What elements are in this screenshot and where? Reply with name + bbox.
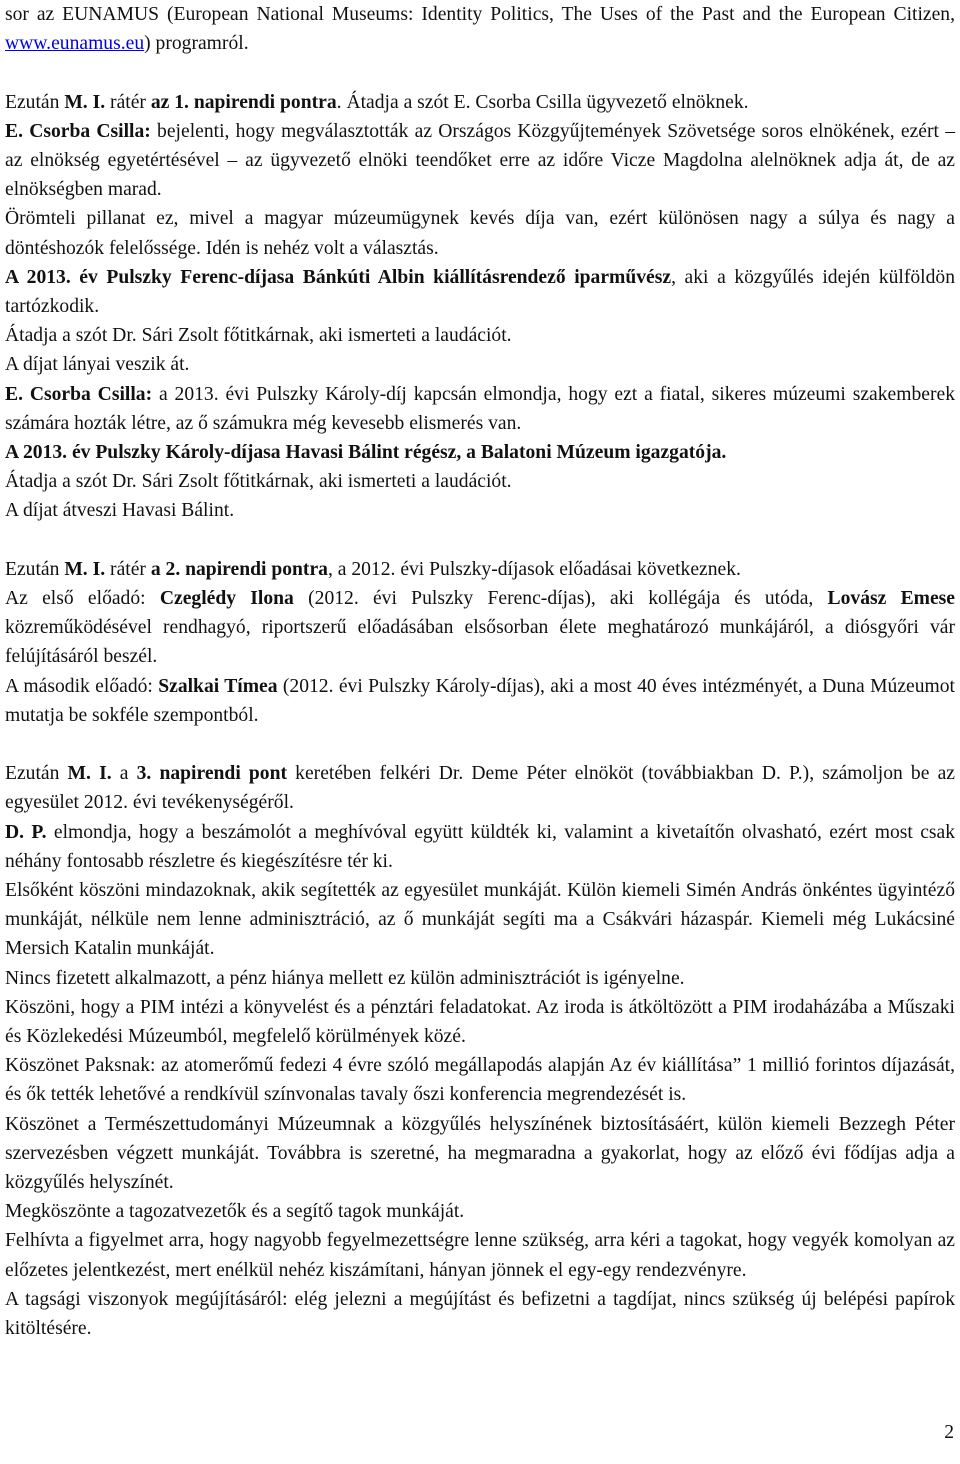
text-run: Örömteli pillanat ez, mivel a magyar múzeumügynek kevés díja van, ezért különösen nagy a súlya és nagy a döntéshozók felelőssége. Idén is nehéz volt a választás. [5, 208, 955, 259]
text-run: Köszöni, hogy a PIM intézi a könyvelést és a pénztári feladatokat. Az iroda is átköltözött a PIM irodaházába a Műszaki és Közlekedési Múzeumból, megfelelő körülmények közé. [5, 996, 955, 1048]
paragraph-ferenc-award [5, 263, 955, 321]
text-run: sor az EUNAMUS (European National Museums: Identity Politics, The Uses of the Past and the European Citizen, [5, 4, 955, 25]
paragraph-spacer [5, 58, 955, 87]
paragraph-no-staff [5, 964, 955, 993]
bold-text: D. P. [5, 821, 47, 843]
text-run: közreműködésével rendhagyó, riportszerű előadásában elsősorban élete meghatározó munkájáról, a diósgyőri vár felújításáról beszél. [5, 617, 955, 668]
text-run: a 2013. évi Pulszky Károly-díj kapcsán elmondja, hogy ezt a fiatal, sikeres múzeumi szakemberek számára hozták létre, az ő számukra még kevesebb elismerés van. [5, 383, 955, 434]
paragraph-membership [5, 1285, 955, 1343]
text-run: (2012. évi Pulszky Károly-díjas), aki a most 40 éves intézményét, a Duna Múzeumot mutatja be sokféle szempontból. [5, 675, 955, 726]
paragraph-daughters [5, 350, 955, 379]
text-run: , aki a közgyűlés idején külföldön tartózkodik. [5, 266, 956, 318]
paragraph-speaker-1 [5, 584, 955, 672]
text-run: Köszönet a Természettudományi Múzeumnak a közgyűlés helyszínének biztosításáért, külön kiemeli Bezzegh Péter szervezésben végzett munkáját. Továbbra is szeretné, ha megmaradna a gyakorlat, hogy az előző évi fődíjas adja a közgyűlés helyszínét. [5, 1113, 955, 1194]
paragraph-paks [5, 1051, 955, 1109]
paragraph-csorba-1 [5, 117, 955, 205]
paragraph-sari-1 [5, 321, 955, 350]
bold-text: M. I. [64, 91, 106, 113]
bold-text: Szalkai Tímea [158, 675, 278, 697]
text-run: , a 2012. évi Pulszky-díjasok előadásai következnek. [327, 558, 741, 580]
text-run: Átadja a szót Dr. Sári Zsolt főtitkárnak, aki ismerteti a laudációt. [5, 325, 512, 347]
text-run: A második előadó: [5, 675, 159, 697]
bold-text: az 1. napirendi pontra [150, 91, 337, 113]
paragraph-pim [5, 993, 955, 1051]
text-run: Elsőként köszöni mindazoknak, akik segítették az egyesület munkáját. Külön kiemeli Simén András önkéntes ügyintéző munkáját, nélküle nem lenne adminisztráció, az ő munkáját segíti ma a Csákvári házaspár. Kiemeli még Lukácsiné Mersich Katalin munkáját. [5, 880, 955, 960]
paragraph-spacer [5, 526, 955, 555]
paragraph-speaker-2 [5, 672, 955, 730]
paragraph-thanks-1 [5, 876, 955, 964]
text-run: keretében felkéri Dr. Deme Péter elnököt (továbbiakban D. P.), számoljon be az egyesület 2012. évi tevékenységéről. [5, 763, 955, 814]
paragraph-karoly-award [5, 438, 955, 467]
bold-text: 3. napirendi pont [136, 763, 288, 785]
paragraph-discipline [5, 1226, 955, 1284]
text-run: bejelenti, hogy megválasztották az Országos Közgyűjtemények Szövetsége soros elnökének, ezért – az elnökség egyetértésével – az ügyvezető elnöki teendőket erre az időre Vicze Magdolna alelnöknek adja át, de az elnökségben marad. [5, 120, 955, 201]
bold-text: Czeglédy Ilona [159, 588, 294, 610]
paragraph-agenda-3 [5, 759, 955, 817]
text-run: rátér [105, 558, 151, 580]
paragraph-spacer [5, 730, 955, 759]
text-run: a [111, 763, 137, 785]
paragraph-agenda-2 [5, 555, 955, 584]
paragraph-sari-2 [5, 467, 955, 496]
text-run: elmondja, hogy a beszámolót a meghívóval együtt küldték ki, valamint a kivetaítőn olvasható, ezért most csak néhány fontosabb részletre és kiegészítésre tér ki. [5, 821, 956, 872]
text-run: A díjat lányai veszik át. [5, 354, 190, 376]
paragraph-dp-1 [5, 818, 955, 876]
text-run: A díjat átveszi Havasi Bálint. [5, 500, 235, 522]
paragraph-agenda-1 [5, 88, 955, 117]
text-run: A tagsági viszonyok megújításáról: elég jelezni a megújítást és befizetni a tagdíjat, nincs szükség új belépési papírok kitöltésére. [5, 1288, 955, 1340]
bold-text: E. Csorba Csilla: [5, 383, 153, 405]
text-run: Átadja a szót Dr. Sári Zsolt főtitkárnak, aki ismerteti a laudációt. [5, 471, 512, 493]
bold-text: A 2013. év Pulszky Károly-díjasa Havasi Bálint régész, a Balatoni Múzeum igazgatója. [5, 442, 727, 464]
text-run: Ezután [5, 558, 65, 580]
text-run: Ezután [5, 763, 68, 785]
paragraph-eunamus [5, 0, 955, 58]
bold-text: a 2. napirendi pontra [150, 558, 328, 580]
text-run: rátér [105, 91, 151, 113]
bold-text: M. I. [64, 558, 106, 580]
bold-text: A 2013. év Pulszky Ferenc-díjasa Bánkúti Albin kiállításrendező iparművész [5, 266, 672, 288]
bold-text: M. I. [67, 763, 112, 785]
text-run: Köszönet Paksnak: az atomerőmű fedezi 4 évre szóló megállapodás alapján Az év kiállítása” 1 millió forintos díjazását, és ők tették lehetővé a rendkívül színvonalas tavaly őszi konferencia megrendezését is. [5, 1055, 955, 1106]
text-run: Az első előadó: [5, 588, 160, 610]
paragraph-natural-history [5, 1110, 955, 1198]
paragraph-havasi [5, 496, 955, 525]
text-run: Nincs fizetett alkalmazott, a pénz hiánya mellett ez külön adminisztrációt is igényelne. [5, 967, 685, 989]
paragraph-award-note [5, 204, 955, 262]
text-run: . Átadja a szót E. Csorba Csilla ügyvezető elnöknek. [336, 91, 749, 113]
text-run: Megköszönte a tagozatvezetők és a segítő tagok munkáját. [5, 1201, 465, 1223]
paragraph-csorba-2 [5, 380, 955, 438]
paragraph-sections [5, 1197, 955, 1226]
bold-text: Lovász Emese [827, 588, 955, 610]
text-run: Felhívta a figyelmet arra, hogy nagyobb fegyelmezettségre lenne szükség, arra kéri a tagokat, hogy vegyék komolyan az előzetes jelentkezést, mert enélkül nehéz kiszámítani, hányan jönnek el egy-egy rendezvényre. [5, 1230, 955, 1281]
text-run: (2012. évi Pulszky Ferenc-díjas), aki kollégája és utóda, [293, 588, 828, 610]
text-run: Ezután [5, 91, 65, 113]
bold-text: E. Csorba Csilla: [5, 120, 151, 142]
website-link[interactable]: www.eunamus.eu [5, 33, 145, 55]
page-number: 2 [944, 1422, 954, 1443]
text-run: ) programról. [144, 33, 249, 55]
document-body [5, 0, 955, 1343]
